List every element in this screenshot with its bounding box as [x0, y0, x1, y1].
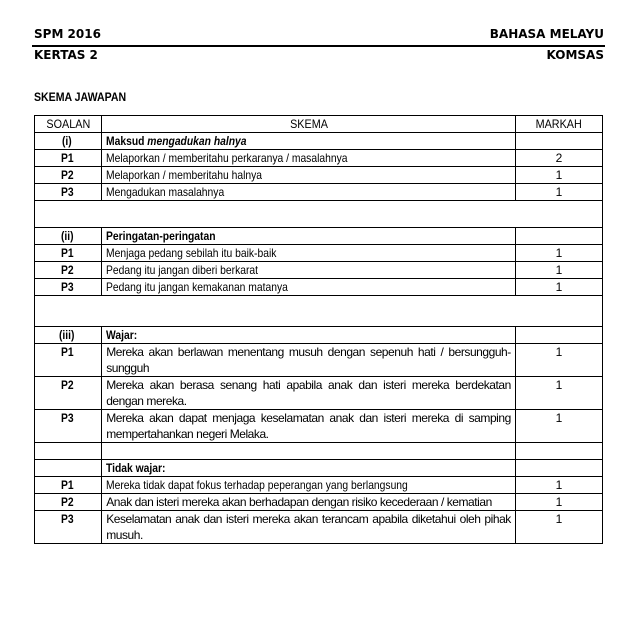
answer-point: Pedang itu jangan diberi berkarat — [102, 262, 516, 279]
col-markah: MARKAH — [515, 116, 602, 133]
answer-point: Melaporkan / memberitahu perkaranya / masalahnya — [102, 150, 516, 167]
table-row: P1 Mereka tidak dapat fokus terhadap peperangan yang berlangsung 1 — [35, 477, 603, 494]
mark-value: 2 — [515, 150, 602, 167]
spacer-row — [35, 201, 603, 228]
exam-year: SPM 2016 — [34, 27, 101, 41]
table-row: P1 Mereka akan berlawan menentang musuh dengan sepenuh hati / bersungguh-sungguh 1 — [35, 344, 603, 377]
table-row: P3 Mereka akan dapat menjaga keselamatan anak dan isteri mereka di samping mempertahankan negeri Melaka. 1 — [35, 410, 603, 443]
header-line-1 — [34, 27, 604, 45]
table-row — [35, 460, 603, 477]
table-row: P2 Melaporkan / memberitahu halnya 1 — [35, 167, 603, 184]
mark-value: 1 — [515, 344, 602, 377]
spacer-row — [35, 443, 603, 460]
answer-point: Anak dan isteri mereka akan berhadapan dengan risiko kecederaan / kematian — [102, 494, 516, 511]
question-number: (iii) — [35, 327, 102, 344]
table-row: P1 Menjaga pedang sebilah itu baik-baik 1 — [35, 245, 603, 262]
mark-value: 1 — [515, 410, 602, 443]
page-title: SKEMA JAWAPAN — [34, 90, 127, 104]
table-row: P1 Melaporkan / memberitahu perkaranya / masalahnya 2 — [35, 150, 603, 167]
spacer-row — [35, 296, 603, 327]
table-row: P3 Mengadukan masalahnya 1 — [35, 184, 603, 201]
answer-scheme-table — [34, 115, 603, 544]
mark-value: 1 — [515, 279, 602, 296]
question-heading: Maksud mengadukan halnya — [102, 133, 516, 150]
mark-value: 1 — [515, 167, 602, 184]
mark-value: 1 — [515, 511, 602, 544]
table-row: P2 Anak dan isteri mereka akan berhadapan dengan risiko kecederaan / kematian 1 — [35, 494, 603, 511]
col-skema: SKEMA — [102, 116, 516, 133]
mark-value: 1 — [515, 494, 602, 511]
header-line-2 — [34, 48, 604, 66]
question-heading: Wajar: — [102, 327, 516, 344]
answer-point: Menjaga pedang sebilah itu baik-baik — [102, 245, 516, 262]
answer-point: Keselamatan anak dan isteri mereka akan terancam apabila diketahui oleh pihak musuh. — [102, 511, 516, 544]
subject-name: BAHASA MELAYU — [489, 27, 604, 41]
question-heading: Peringatan-peringatan — [102, 228, 516, 245]
paper-number: KERTAS 2 — [34, 48, 98, 62]
question-subheading: Tidak wajar: — [102, 460, 516, 477]
answer-point: Melaporkan / memberitahu halnya — [102, 167, 516, 184]
section-name: KOMSAS — [546, 48, 604, 62]
mark-value: 1 — [515, 377, 602, 410]
table-row: P3 Keselamatan anak dan isteri mereka akan terancam apabila diketahui oleh pihak musuh. 1 — [35, 511, 603, 544]
mark-value: 1 — [515, 262, 602, 279]
table-row: P3 Pedang itu jangan kemakanan matanya 1 — [35, 279, 603, 296]
table-row: P2 Pedang itu jangan diberi berkarat 1 — [35, 262, 603, 279]
answer-point: Mereka akan berlawan menentang musuh dengan sepenuh hati / bersungguh-sungguh — [102, 344, 516, 377]
mark-value: 1 — [515, 184, 602, 201]
table-row — [35, 228, 603, 245]
table-header-row — [35, 116, 603, 133]
answer-point: Mereka tidak dapat fokus terhadap peperangan yang berlangsung — [102, 477, 516, 494]
question-number: (ii) — [35, 228, 102, 245]
answer-point: Mereka akan dapat menjaga keselamatan anak dan isteri mereka di samping mempertahankan negeri Melaka. — [102, 410, 516, 443]
table-row — [35, 133, 603, 150]
table-row — [35, 327, 603, 344]
table-row: P2 Mereka akan berasa senang hati apabila anak dan isteri mereka berdekatan dengan mereka. 1 — [35, 377, 603, 410]
answer-point: Mereka akan berasa senang hati apabila anak dan isteri mereka berdekatan dengan mereka. — [102, 377, 516, 410]
question-number: (i) — [35, 133, 102, 150]
col-soalan: SOALAN — [35, 116, 102, 133]
mark-value: 1 — [515, 245, 602, 262]
answer-point: Pedang itu jangan kemakanan matanya — [102, 279, 516, 296]
mark-value: 1 — [515, 477, 602, 494]
answer-point: Mengadukan masalahnya — [102, 184, 516, 201]
header-divider — [32, 45, 605, 47]
